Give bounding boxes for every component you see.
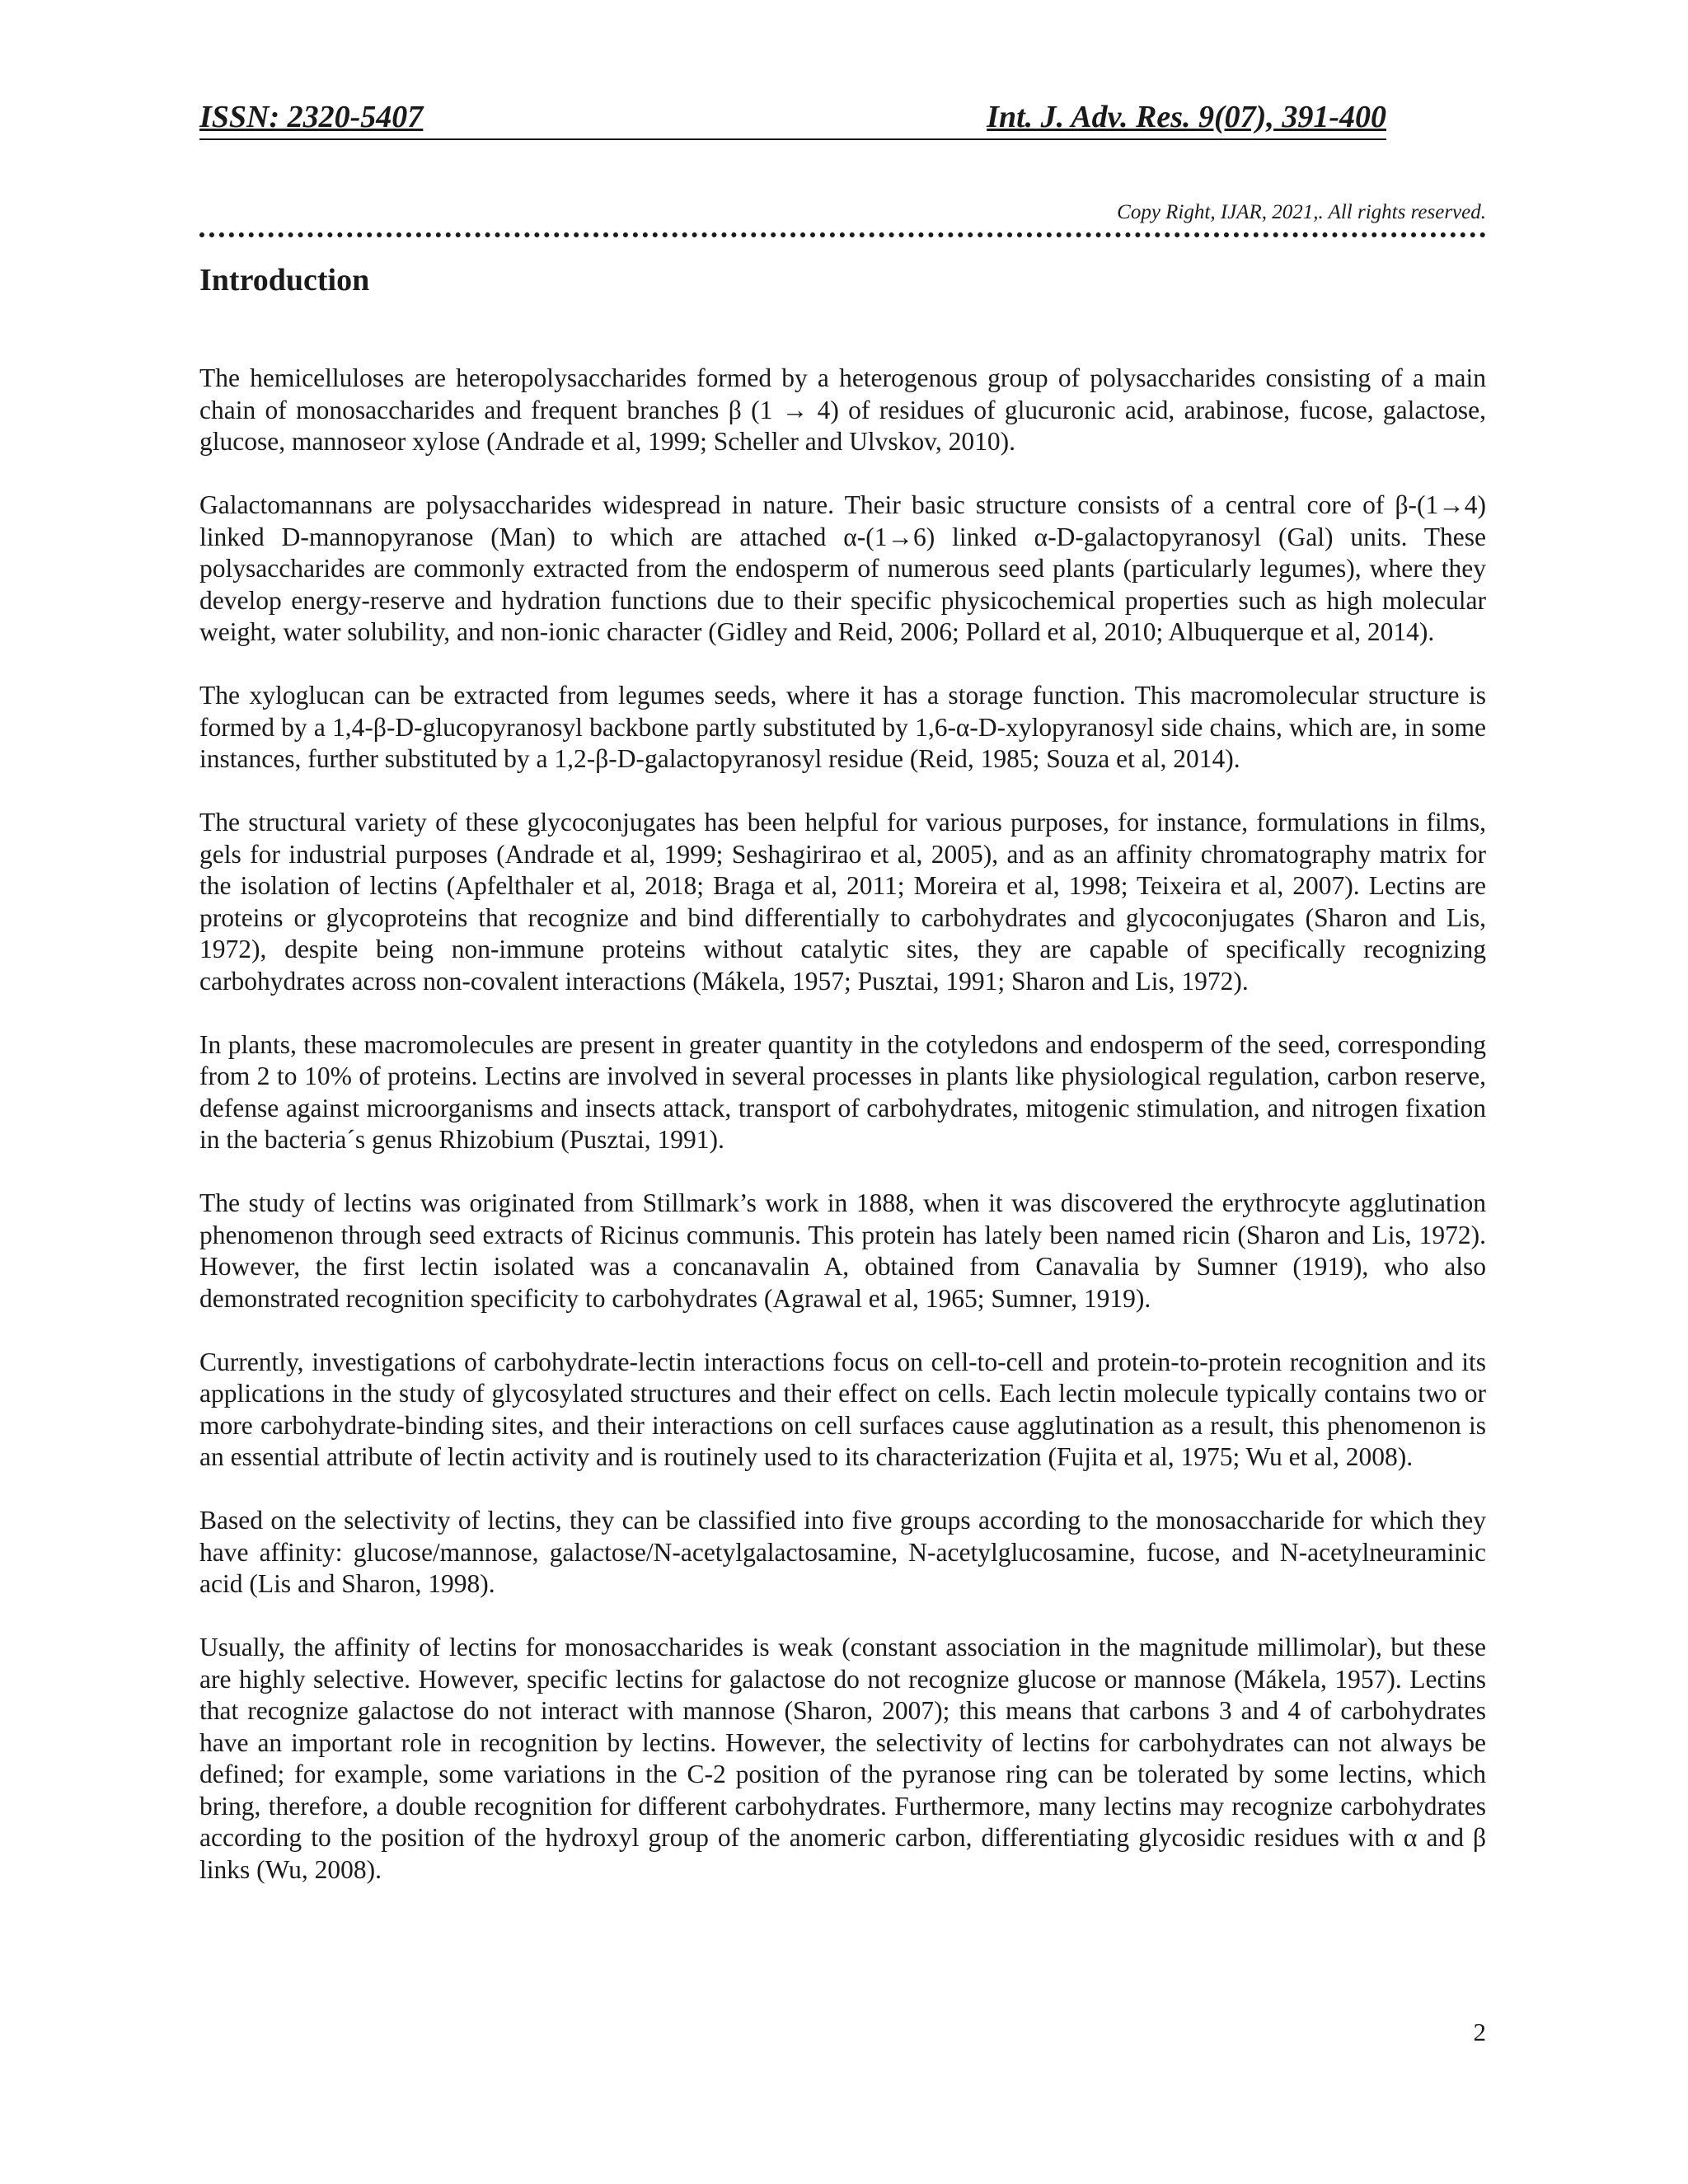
paragraph-plants: In plants, these macromolecules are present in greater quantity in the cotyledons and endosperm of the seed, corresponding from 2 to 10% of proteins. Lectins are involved in several processes in plants like physiological regulation, carbon reserve, defense against microorganisms and insects attack, transport of carbohydrates, mitogenic stimulation, and nitrogen fixation in the bacteria´s genus Rhizobium (Pusztai, 1991). <box>199 1029 1486 1154</box>
running-header <box>199 97 1386 140</box>
page-number: 2 <box>1473 2018 1486 2046</box>
paragraph-xyloglucan: The xyloglucan can be extracted from legumes seeds, where it has a storage function. This macromolecular structure is formed by a 1,4-β-D-glucopyranosyl backbone partly substituted by 1,6-α-D-xylopyranosyl side chains, which are, in some instances, further substituted by a 1,2-β-D-galactopyranosyl residue (Reid, 1985; Souza et al, 2014). <box>199 681 1486 773</box>
section-title: Introduction <box>199 263 370 298</box>
paragraph-glycoconjugates: The structural variety of these glycoconjugates has been helpful for various purposes, for instance, formulations in films, gels for industrial purposes (Andrade et al, 1999; Seshagirirao et al, 2005), and as an affinity chromatography matrix for the isolation of lectins (Apfelthaler et al, 2018; Braga et al, 2011; Moreira et al, 1998; Teixeira et al, 2007). Lectins are proteins or glycoproteins that recognize and bind differentially to carbohydrates and glycoconjugates (Sharon and Lis, 1972), despite being non-immune proteins without catalytic sites, they are capable of specifically recognizing carbohydrates across non-covalent interactions (Mákela, 1957; Pusztai, 1991; Sharon and Lis, 1972). <box>199 808 1486 996</box>
paragraph-galactomannans: Galactomannans are polysaccharides widespread in nature. Their basic structure consists of a central core of β-(1→4) linked D-mannopyranose (Man) to which are attached α-(1→6) linked α-D-galactopyranosyl (Gal) units. These polysaccharides are commonly extracted from the endosperm of numerous seed plants (particularly legumes), where they develop energy-reserve and hydration functions due to their specific physicochemical properties such as high molecular weight, water solubility, and non-ionic character (Gidley and Reid, 2006; Pollard et al, 2010; Albuquerque et al, 2014). <box>199 490 1486 646</box>
paragraph-history: The study of lectins was originated from Stillmark’s work in 1888, when it was discovered the erythrocyte agglutination phenomenon through seed extracts of Ricinus communis. This protein has lately been named ricin (Sharon and Lis, 1972). However, the first lectin isolated was a concanavalin A, obtained from Canavalia by Sumner (1919), who also demonstrated recognition specificity to carbohydrates (Agrawal et al, 1965; Sumner, 1919). <box>199 1188 1486 1313</box>
journal-citation: Int. J. Adv. Res. 9(07), 391-400 <box>987 100 1386 134</box>
issn-label: ISSN: 2320-5407 <box>199 100 424 134</box>
paragraph-affinity: Usually, the affinity of lectins for monosaccharides is weak (constant association in the magnitude millimolar), but these are highly selective. However, specific lectins for galactose do not recognize glucose or mannose (Mákela, 1957). Lectins that recognize galactose do not interact with mannose (Sharon, 2007); this means that carbons 3 and 4 of carbohydrates have an important role in recognition by lectins. However, the selectivity of lectins for carbohydrates can not always be defined; for example, some variations in the C-2 position of the pyranose ring can be tolerated by some lectins, which bring, therefore, a double recognition for different carbohydrates. Furthermore, many lectins may recognize carbohydrates according to the position of the hydroxyl group of the anomeric carbon, differentiating glycosidic residues with α and β links (Wu, 2008). <box>199 1633 1486 1884</box>
dotted-separator <box>199 232 1486 257</box>
paragraph-hemicelluloses: The hemicelluloses are heteropolysaccharides formed by a heterogenous group of polysaccharides consisting of a main chain of monosaccharides and frequent branches β (1 → 4) of residues of glucuronic acid, arabinose, fucose, galactose, glucose, mannoseor xylose (Andrade et al, 1999; Scheller and Ulvskov, 2010). <box>199 363 1486 456</box>
body-text <box>199 363 1486 1918</box>
copyright-notice: Copy Right, IJAR, 2021,. All rights reserved. <box>1117 201 1486 223</box>
paragraph-classification: Based on the selectivity of lectins, they can be classified into five groups according to the monosaccharide for which they have affinity: glucose/mannose, galactose/N-acetylgalactosamine, N-acetylglucosamine, fucose, and N-acetylneuraminic acid (Lis and Sharon, 1998). <box>199 1506 1486 1598</box>
paragraph-interactions: Currently, investigations of carbohydrate-lectin interactions focus on cell-to-cell and protein-to-protein recognition and its applications in the study of glycosylated structures and their effect on cells. Each lectin molecule typically contains two or more carbohydrate-binding sites, and their interactions on cell surfaces cause agglutination as a result, this phenomenon is an essential attribute of lectin activity and is routinely used to its characterization (Fujita et al, 1975; Wu et al, 2008). <box>199 1347 1486 1471</box>
